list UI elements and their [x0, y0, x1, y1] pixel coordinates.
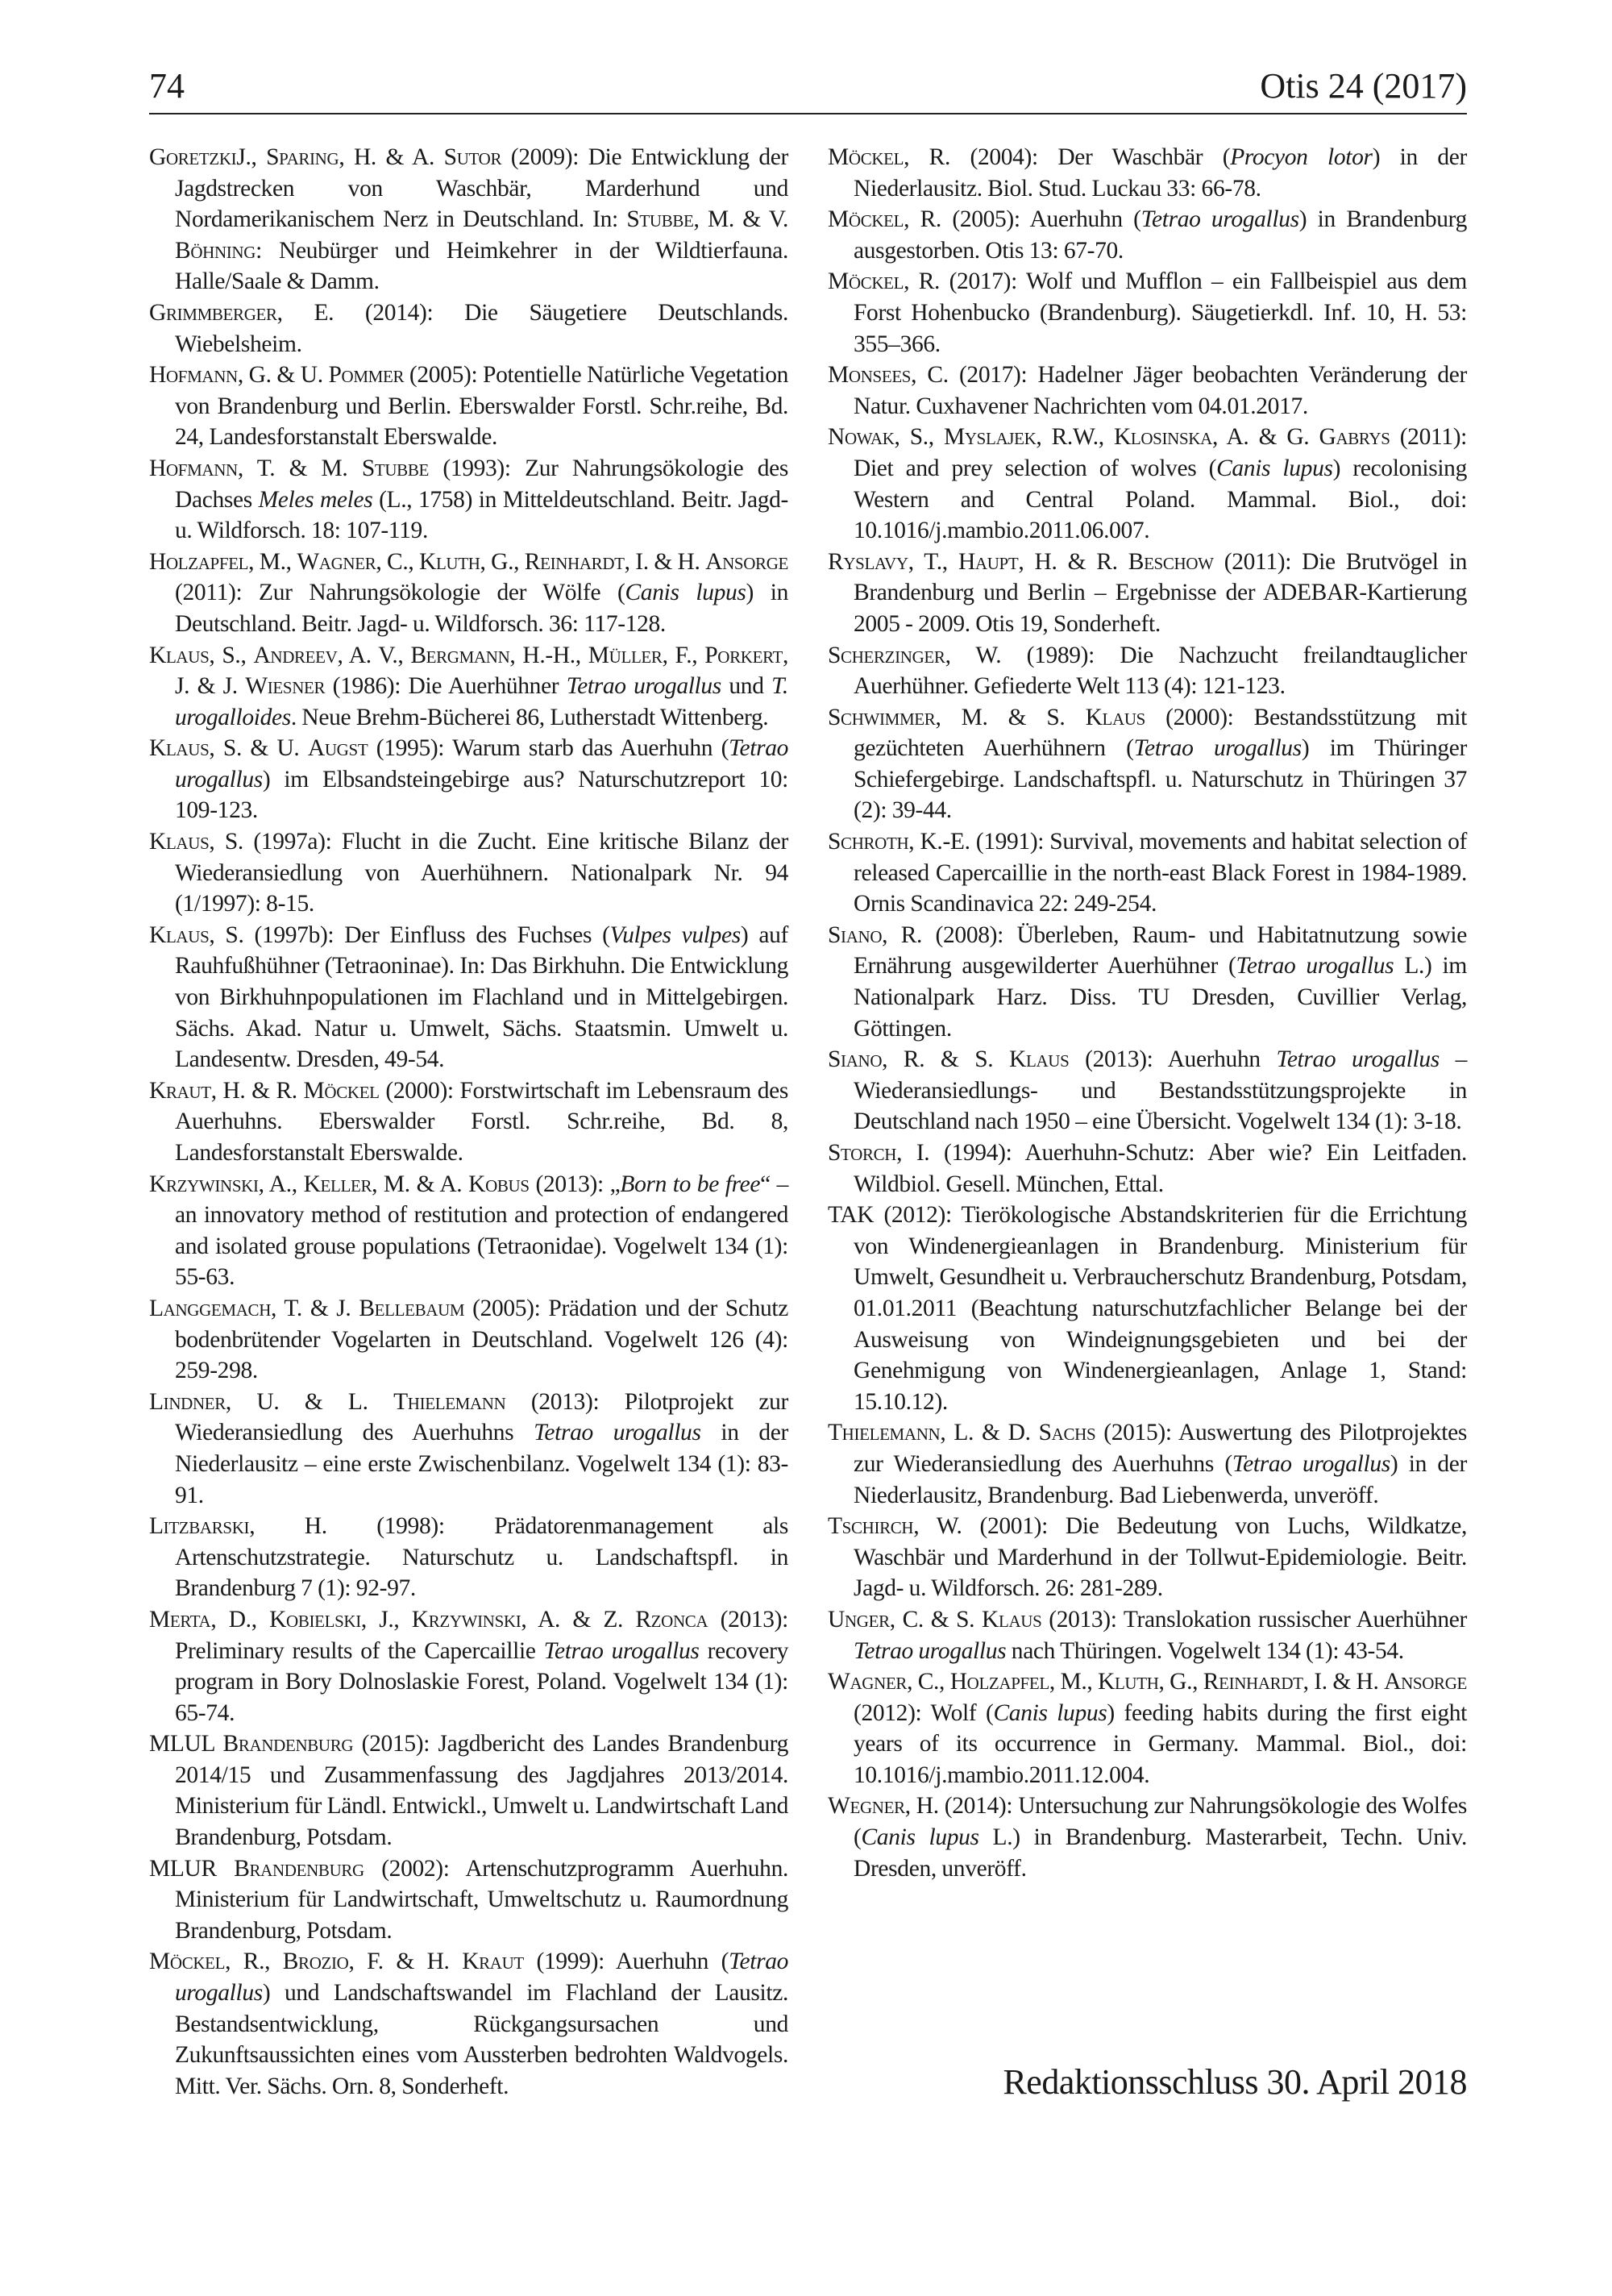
reference-text: L.) im Nationalpark Harz. Diss. TU Dresden, Cuvillier Verlag, Göttingen. [854, 953, 1467, 1042]
reference-entry [828, 1044, 1467, 1138]
author-name: Rzonca [635, 1606, 708, 1633]
author-name: Möckel [828, 206, 904, 233]
reference-entry [828, 1604, 1467, 1666]
reference-text: ) im Elbsandsteingebirge aus? Naturschutzreport 10: 109-123. [175, 766, 788, 824]
italic-text: Procyon lotor [1230, 144, 1373, 170]
reference-text: (2015): Auswertung des Pilotprojektes zur Wiederansiedlung des Auerhuhns ( [854, 1420, 1467, 1477]
author-name: Reinhardt [524, 548, 625, 575]
reference-text: ) und Landschaftswandel im Flachland der Lausitz. Bestandsentwicklung, Rückgangsursachen und Zukunftsaussichten eines vom Aussterben bedrohten Waldvogels. Mitt. Ver. Sächs. Orn. 8, Sonderheft. [175, 1980, 788, 2099]
author-name: Haupt [958, 548, 1019, 575]
reference-text: TAK (2012): Tierökologische Abstandskriterien für die Errichtung von Windenergieanlagen in Brandenburg. Ministerium für Umwelt, Gesundheit u. Verbraucherschutz Brandenburg, Potsdam, 01.01.2011 (Beachtung naturschutzfachlicher Belange bei der Ausweisung von Windeignungsgebieten und bei der Genehmigung von Windenergieanlagen, Anlage 1, Stand: 15.10.12). [828, 1202, 1467, 1415]
author-name: Kluth [1098, 1669, 1159, 1695]
author-name: Klaus [149, 642, 210, 668]
reference-entry [828, 266, 1467, 360]
reference-entry [149, 1169, 788, 1293]
reference-entry [828, 204, 1467, 266]
reference-text: , M., [1049, 1669, 1098, 1695]
reference-text: , M., [248, 548, 297, 575]
reference-text: (2000): Forstwirtschaft im Lebensraum des Auerhuhns. Eberswalder Forstl. Schr.reihe, Bd. 8, Landesforstanstalt Eberswalde. [175, 1077, 788, 1166]
author-name: Myslajek [943, 424, 1037, 451]
author-name: Klaus [149, 735, 210, 762]
italic-text: Tetrao urogallus [566, 673, 721, 700]
reference-text: , A. & Z. [521, 1606, 636, 1633]
author-name: Möckel [828, 268, 904, 295]
author-name: Schroth [828, 829, 909, 855]
author-name: Thielemann [393, 1388, 506, 1415]
author-name: Siano [828, 921, 883, 948]
reference-text: , H.-H., [509, 642, 588, 668]
author-name: Stubbe [361, 455, 429, 481]
reference-text: , G., [480, 548, 525, 575]
italic-text: Tetrao urogallus [1276, 1046, 1440, 1073]
italic-text: Vulpes vulpes [609, 921, 741, 948]
author-name: Grimmberger [149, 299, 277, 326]
reference-text: , A. V., [337, 642, 411, 668]
reference-entry [149, 453, 788, 547]
reference-text: ) in Brandenburg ausgestorben. Otis 13: 67-70. [854, 206, 1467, 264]
reference-text: , C., [907, 1669, 950, 1695]
italic-text: Tetrao urogallus [175, 1949, 788, 2007]
reference-text: – Wiederansiedlungs- und Bestandsstützungsprojekte in Deutschland nach 1950 – eine Übersicht. Vogelwelt 134 (1): 3-18. [854, 1046, 1468, 1135]
author-name: Scherzinger [828, 642, 945, 668]
reference-text: , E. (2014): Die Säugetiere Deutschlands. Wiebelsheim. [175, 299, 788, 357]
reference-entry [149, 1075, 788, 1169]
author-name: Möckel [149, 1949, 226, 1975]
reference-text: , G. & U. [237, 362, 329, 389]
reference-entry [828, 826, 1467, 920]
reference-text: recovery program in Bory Dolnoslaskie Forest, Poland. Vogelwelt 134 (1): 65-74. [175, 1637, 788, 1726]
header-rule [149, 113, 1467, 114]
reference-text: , W. (2001): Die Bedeutung von Luchs, Wildkatze, Waschbär und Marderhund in der Tollwut-Epidemiologie. Beitr. Jagd- u. Wildforsch. 26: 281-289. [854, 1513, 1467, 1602]
reference-text: , M. & A. [372, 1171, 469, 1197]
italic-text: Born to be free [620, 1171, 761, 1197]
reference-text: , R. (2008): Überleben, Raum- und Habitatnutzung sowie Ernährung ausgewilderter Auerhühner ( [854, 921, 1467, 980]
author-name: Klaus [982, 1606, 1042, 1633]
reference-text: , T. & M. [237, 455, 362, 481]
reference-text: , J., [360, 1606, 412, 1633]
reference-entry [149, 640, 788, 734]
reference-text: , R. & S. [882, 1046, 1010, 1073]
reference-entry [149, 826, 788, 920]
page-number: 74 [149, 66, 185, 106]
reference-entry [149, 1604, 788, 1728]
reference-entry [149, 1511, 788, 1604]
reference-text: (2013): Translokation russischer Auerhühner [1041, 1606, 1467, 1633]
author-name: Sparing [266, 144, 339, 170]
italic-text: Canis lupus [861, 1824, 979, 1851]
journal-running-head: Otis 24 (2017) [1260, 66, 1467, 106]
author-name: Krzywinski [149, 1171, 259, 1197]
reference-text: ) in der Niederlausitz. Biol. Stud. Luckau 33: 66-78. [854, 144, 1467, 202]
reference-text: , H. & R. [1018, 548, 1128, 575]
reference-text: , R. (2005): Auerhuhn ( [904, 206, 1141, 233]
author-name: Stubbe [626, 206, 694, 233]
author-name: Holzapfel [949, 1669, 1049, 1695]
reference-entry [149, 297, 788, 360]
editorial-deadline-note: Redaktionsschluss 30. April 2018 [1003, 2062, 1467, 2102]
references-right-column [828, 142, 1467, 1884]
reference-text: , T. & J. [271, 1295, 359, 1321]
author-name: Beschow [1128, 548, 1214, 575]
author-name: Lindner [149, 1388, 226, 1415]
author-name: Goretzki [149, 144, 237, 170]
author-name: Ryslavy [828, 548, 908, 575]
reference-text: , W. (1989): Die Nachzucht freilandtauglicher Auerhühner. Gefiederte Welt 113 (4): 121-123. [854, 642, 1467, 700]
reference-text: (1999): Auerhuhn ( [523, 1949, 729, 1975]
reference-text: , S. (1997b): Der Einfluss des Fuchses ( [209, 921, 610, 948]
italic-text: Tetrao urogallus [175, 735, 788, 792]
reference-text: , C., [376, 548, 419, 575]
reference-entry [149, 360, 788, 453]
author-name: Tschirch [828, 1513, 914, 1540]
italic-text: Tetrao urogallus [854, 1637, 1007, 1664]
author-name: Keller [303, 1171, 372, 1197]
reference-text: , F., [662, 642, 705, 668]
reference-text: (2000): Bestandsstützung mit gezüchteten Auerhühnern ( [854, 704, 1467, 762]
reference-text: , K.-E. (1991): Survival, movements and habitat selection of released Capercaillie in the north-east Black Forest in 1984-1989. Ornis Scandinavica 22: 249-254. [854, 829, 1467, 917]
author-name: Brozio [282, 1949, 349, 1975]
author-name: Krzywinski [411, 1606, 521, 1633]
reference-text: ) auf Rauhfußhühner (Tetraoninae). In: Das Birkhuhn. Die Entwicklung von Birkhuhnpopulationen im Flachland und in Mittelgebirgen. Sächs. Akad. Natur u. Umwelt, Sächs. Staatsmin. Umwelt u. Landesentw. Dresden, 49-54. [175, 921, 789, 1073]
italic-text: Tetrao urogallus [1236, 953, 1394, 980]
reference-entry [149, 733, 788, 826]
author-name: Reinhardt [1203, 1669, 1303, 1695]
author-name: Hofmann [149, 455, 238, 481]
reference-text: , H. (2014): Untersuchung zur Nahrungsökologie des Wolfes ( [854, 1793, 1467, 1851]
reference-entry [149, 1293, 788, 1387]
author-name: Sachs [1038, 1420, 1096, 1446]
reference-text: nach Thüringen. Vogelwelt 134 (1): 43-54. [1006, 1637, 1404, 1664]
reference-entry [828, 1791, 1467, 1884]
reference-text: , A. & G. [1211, 424, 1319, 451]
reference-text: , J. & J. [175, 642, 788, 700]
reference-text: (1986): Die Auerhühner [325, 673, 567, 700]
author-name: Kobielski [269, 1606, 361, 1633]
author-name: Möckel [828, 144, 904, 170]
reference-text: ) recolonising Western and Central Poland. Mammal. Biol., doi: 10.1016/j.mambio.2011.06.007. [854, 455, 1467, 544]
italic-text: Canis lupus [1216, 455, 1333, 481]
author-name: Klosinska [1113, 424, 1212, 451]
reference-text: ) im Thüringer Schiefergebirge. Landschaftspfl. u. Naturschutz in Thüringen 37 (2): 39-44. [854, 735, 1467, 824]
author-name: Klaus [1085, 704, 1145, 730]
reference-text: ) feeding habits during the first eight years of its occurrence in Germany. Mammal. Biol., doi: 10.1016/j.mambio.2011.12.004. [854, 1699, 1467, 1788]
reference-text: , M. & V. [693, 206, 788, 233]
author-name: Unger [828, 1606, 890, 1633]
author-name: Wagner [297, 548, 376, 575]
reference-text: , M. & S. [935, 704, 1086, 730]
reference-entry [149, 142, 788, 297]
reference-text: , G., [1158, 1669, 1203, 1695]
italic-text: T. urogalloides [175, 673, 788, 730]
author-name: Klaus [149, 829, 210, 855]
reference-text: . Neue Brehm-Bücherei 86, Lutherstadt Wittenberg. [290, 704, 769, 730]
reference-text: J., [236, 144, 267, 170]
author-name: Holzapfel [149, 548, 249, 575]
reference-text: , H. (1998): Prädatorenmanagement als Artenschutzstrategie. Naturschutz u. Landschaftspfl. in Brandenburg 7 (1): 92-97. [175, 1513, 788, 1602]
author-name: Augst [307, 735, 368, 762]
reference-text: (1995): Warum starb das Auerhuhn ( [368, 735, 729, 762]
italic-text: Tetrao urogallus [543, 1637, 700, 1664]
references-left-column [149, 142, 788, 2102]
reference-text: und [721, 673, 772, 700]
italic-text: Tetrao urogallus [1232, 1450, 1390, 1477]
reference-text: in der Niederlausitz – eine erste Zwischenbilanz. Vogelwelt 134 (1): 83-91. [175, 1420, 788, 1508]
author-name: Brandenburg [234, 1855, 364, 1882]
reference-entry [828, 1417, 1467, 1511]
author-name: Klaus [1009, 1046, 1070, 1073]
author-name: Kraut [462, 1949, 524, 1975]
reference-text: (2013): Preliminary results of the Capercaillie [175, 1606, 788, 1664]
author-name: Andreev [253, 642, 338, 668]
reference-entry [149, 920, 788, 1075]
reference-entry [828, 1200, 1467, 1417]
reference-text: ) in Deutschland. Beitr. Jagd- u. Wildforsch. 36: 117-128. [175, 580, 789, 637]
reference-entry [828, 360, 1467, 422]
author-name: Merta [149, 1606, 211, 1633]
author-name: Wegner [828, 1793, 905, 1820]
italic-text: Meles meles [258, 486, 373, 513]
reference-text: , R. (2004): Der Waschbär ( [904, 144, 1231, 170]
reference-text: , S. (1997a): Flucht in die Zucht. Eine kritische Bilanz der Wiederansiedlung von Auerhühnern. Nationalpark Nr. 94 (1/1997): 8-15. [175, 829, 788, 917]
author-name: Schwimmer [828, 704, 936, 730]
author-name: Ansorge [1384, 1669, 1467, 1695]
reference-entry [828, 1511, 1467, 1604]
reference-entry [828, 142, 1467, 204]
reference-text: , R.W., [1036, 424, 1114, 451]
reference-text: , I. (1994): Auerhuhn-Schutz: Aber wie? Ein Leitfaden. Wildbiol. Gesell. München, Ettal. [854, 1140, 1467, 1197]
reference-text: (2002): Artenschutzprogramm Auerhuhn. Ministerium für Landwirtschaft, Umweltschutz u. Raumordnung Brandenburg, Potsdam. [175, 1855, 788, 1944]
reference-entry [828, 702, 1467, 826]
author-name: Müller [588, 642, 663, 668]
author-name: Pommer [328, 362, 405, 389]
reference-entry [828, 1666, 1467, 1791]
reference-text: , D., [210, 1606, 270, 1633]
author-name: Thielemann [828, 1420, 941, 1446]
reference-text: , L. & D. [940, 1420, 1039, 1446]
reference-entry [149, 1387, 788, 1511]
reference-text: (2013): Auerhuhn [1069, 1046, 1277, 1073]
reference-text: , U. & L. [225, 1388, 394, 1415]
author-name: Nowak [828, 424, 895, 451]
reference-text: : Neubürger und Heimkehrer in der Wildtierfauna. Halle/Saale & Damm. [175, 237, 788, 295]
reference-text: (2005): Prädation und der Schutz bodenbrütender Vogelarten in Deutschland. Vogelwelt 126 (4): 259-298. [175, 1295, 788, 1384]
reference-text: (2015): Jagdbericht des Landes Brandenburg 2014/15 und Zusammenfassung des Jagdjahres 2013/2014. Ministerium für Ländl. Entwickl., Umwelt u. Landwirtschaft Land Brandenburg, Potsdam. [175, 1731, 789, 1851]
author-name: Brandenburg [222, 1731, 354, 1757]
reference-text: , C. & S. [889, 1606, 983, 1633]
reference-text: (L., 1758) in Mitteldeutschland. Beitr. Jagd- u. Wildforsch. 18: 107-119. [175, 486, 788, 544]
reference-text: “ – an innovatory method of restitution and protection of endangered and isolated grouse populations (Tetraonidae). Vogelwelt 134 (1): 55-63. [175, 1171, 789, 1291]
reference-text: (2011): Zur Nahrungsökologie der Wölfe ( [175, 580, 625, 606]
author-name: Klaus [149, 921, 210, 948]
author-name: Sutor [443, 144, 502, 170]
author-name: Monsees [828, 362, 912, 389]
author-name: Gabrys [1319, 424, 1390, 451]
author-name: Bellebaum [359, 1295, 465, 1321]
reference-text: MLUR [149, 1855, 235, 1882]
reference-entry [828, 1138, 1467, 1200]
author-name: Wagner [828, 1669, 908, 1695]
reference-entry [828, 547, 1467, 640]
reference-text: , T., [908, 548, 958, 575]
reference-text: , I. & H. [1302, 1669, 1385, 1695]
reference-text: ) in der Niederlausitz, Brandenburg. Bad Liebenwerda, unveröff. [854, 1450, 1467, 1508]
author-name: Ansorge [705, 548, 788, 575]
author-name: Langgemach [149, 1295, 272, 1321]
reference-text: (2005): Potentielle Natürliche Vegetation von Brandenburg und Berlin. Eberswalder Forstl. Schr.reihe, Bd. 24, Landesforstanstalt Eberswalde. [175, 362, 788, 451]
reference-text: (2011): Die Brutvögel in Brandenburg und Berlin – Ergebnisse der ADEBAR-Kartierung 2005 - 2009. Otis 19, Sonderheft. [854, 548, 1468, 637]
reference-entry [149, 1728, 788, 1853]
italic-text: Canis lupus [625, 580, 746, 606]
author-name: Wiesner [245, 673, 326, 700]
reference-text: , C. (2017): Hadelner Jäger beobachten Veränderung der Natur. Cuxhavener Nachrichten vom 04.01.2017. [854, 362, 1467, 419]
reference-text: , S. & U. [209, 735, 308, 762]
reference-entry [828, 422, 1467, 546]
reference-text: (2009): Die Entwicklung der Jagdstrecken von Waschbär, Marderhund und Nordamerikanischem Nerz in Deutschland. In: [175, 144, 788, 233]
reference-entry [149, 547, 788, 640]
author-name: Böhning [175, 237, 256, 264]
author-name: Kluth [419, 548, 480, 575]
author-name: Kraut [149, 1077, 211, 1104]
reference-text: L.) in Brandenburg. Masterarbeit, Techn. Univ. Dresden, unveröff. [854, 1824, 1467, 1882]
italic-text: Tetrao urogallus [1140, 206, 1299, 233]
reference-text: (1993): Zur Nahrungsökologie des Dachses [175, 455, 788, 513]
author-name: Hofmann [149, 362, 238, 389]
reference-text: , F. & H. [348, 1949, 463, 1975]
reference-text: MLUL [149, 1731, 223, 1757]
author-name: Bergmann [410, 642, 510, 668]
reference-text: , S., [894, 424, 944, 451]
italic-text: Tetrao urogallus [534, 1420, 701, 1446]
reference-text: , I. & H. [624, 548, 706, 575]
reference-entry [828, 640, 1467, 702]
reference-text: , R. (2017): Wolf und Mufflon – ein Fallbeispiel aus dem Forst Hohenbucko (Brandenburg). Säugetierkdl. Inf. 10, H. 53: 355–366. [854, 268, 1467, 357]
reference-text: , R., [225, 1949, 283, 1975]
italic-text: Canis lupus [993, 1699, 1107, 1726]
reference-text: , H. & A. [339, 144, 444, 170]
reference-text: (2012): Wolf ( [854, 1699, 994, 1726]
reference-text: (2013): Pilotprojekt zur Wiederansiedlung des Auerhuhns [175, 1388, 788, 1446]
reference-text: (2011): Diet and prey selection of wolves ( [854, 424, 1468, 481]
reference-entry [149, 1853, 788, 1947]
reference-text: , H. & R. [210, 1077, 304, 1104]
author-name: Möckel [303, 1077, 380, 1104]
author-name: Siano [828, 1046, 883, 1073]
reference-text: , S., [209, 642, 254, 668]
reference-entry [828, 920, 1467, 1044]
reference-text: , A., [258, 1171, 304, 1197]
italic-text: Tetrao urogallus [1133, 735, 1302, 762]
author-name: Kobus [468, 1171, 530, 1197]
author-name: Litzbarski [149, 1513, 250, 1540]
reference-text: (2013): „ [529, 1171, 621, 1197]
reference-entry [149, 1946, 788, 2102]
author-name: Porkert [704, 642, 783, 668]
author-name: Storch [828, 1140, 897, 1166]
